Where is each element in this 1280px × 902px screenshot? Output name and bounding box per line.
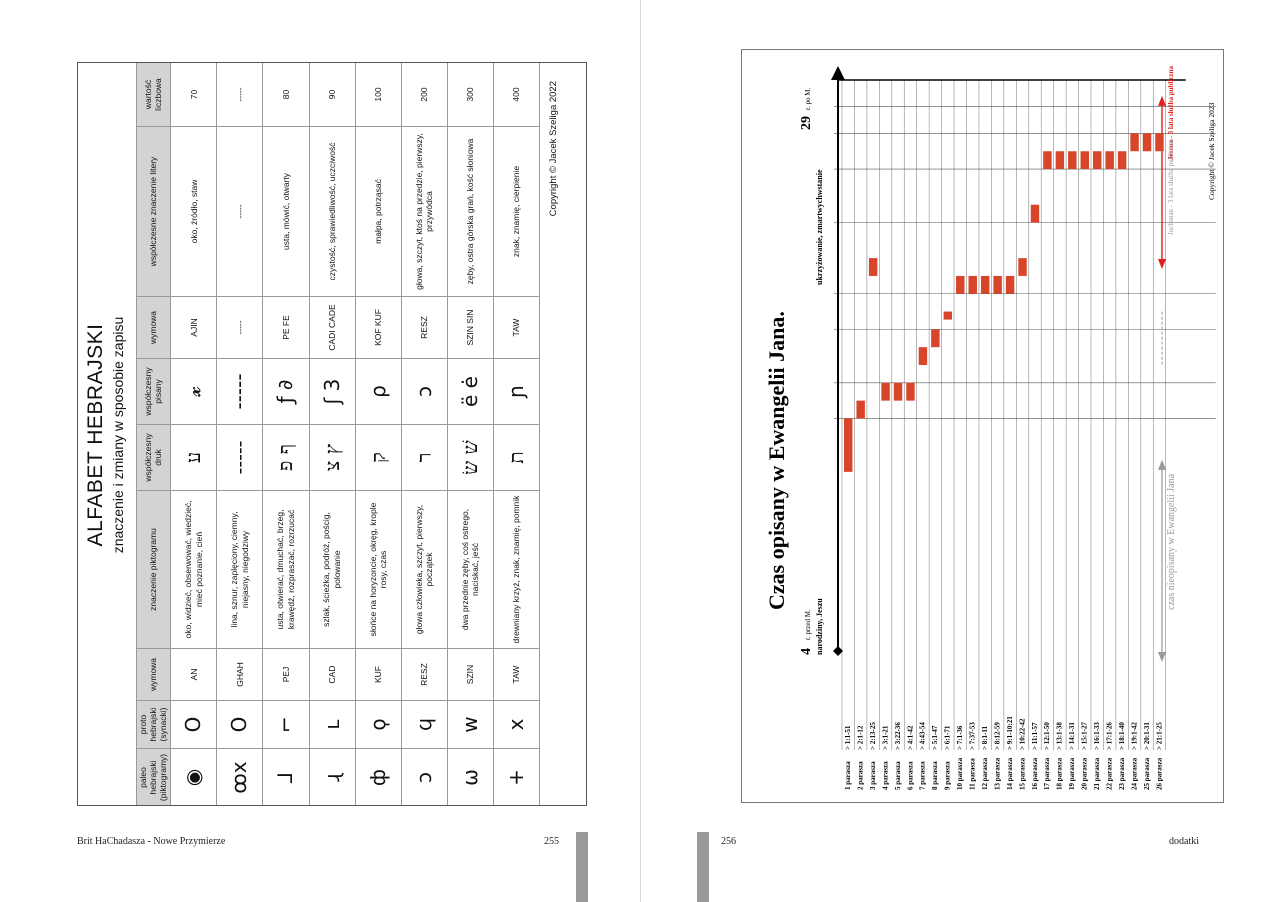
red-arrowhead — [1158, 96, 1166, 106]
timeline-bar — [944, 312, 952, 320]
parasza-range-label: > 3:1-21 — [881, 725, 890, 750]
parasza-range-label: > 7:37-53 — [968, 722, 977, 750]
table-cell-modern: znak, znamię, cierpienie — [493, 127, 539, 297]
parasza-range-label: > 20:1-31 — [1142, 722, 1151, 750]
table-cell-print: ת — [493, 425, 539, 491]
parasza-range-label: > 10:22-42 — [1018, 718, 1027, 750]
table-cell-say1: GHAH — [217, 649, 263, 701]
hebrew-alphabet-table-frame — [77, 62, 587, 806]
parasza-range-label: > 5:1-47 — [931, 725, 940, 750]
table-cell-modern: czystość, sprawiedliwość, uczciwość — [309, 127, 355, 297]
table-cell-proto: ʟ — [309, 701, 355, 749]
table-cell-say1: KUF — [355, 649, 401, 701]
table-cell-paleo: ⅃ — [263, 749, 309, 807]
timeline-bar — [1056, 151, 1064, 169]
end-label: ukrzyżowanie, zmartwychwstanie — [815, 169, 824, 285]
parasza-label: 24 parasza — [1130, 757, 1139, 790]
page-number: 255 — [544, 836, 559, 847]
table-cell-say2: RESZ — [401, 297, 447, 359]
timeline-chart-frame — [741, 49, 1224, 803]
table-cell-print: ק — [355, 425, 401, 491]
parasza-label: 14 parasza — [1005, 757, 1014, 790]
parasza-range-label: > 17:1-26 — [1105, 722, 1114, 750]
timeline-bar — [931, 329, 939, 347]
table-cell-print: שׁ שׂ — [447, 425, 493, 491]
timeline-bar — [894, 383, 902, 401]
untold-time-label: czas nieopisany w Ewangelii Jana — [1166, 473, 1177, 610]
table-cell-proto: O — [171, 701, 217, 749]
table-title: ALFABET HEBRAJSKI — [84, 323, 107, 547]
chart-title: Czas opisany w Ewangelii Jana. — [764, 311, 789, 610]
parasza-range-label: > 2:13-25 — [868, 722, 877, 750]
parasza-label: 25 parasza — [1142, 757, 1151, 790]
table-cell-say2: SZIN SIN — [447, 297, 493, 359]
end-era: r. po M. — [804, 87, 812, 110]
table-header-row — [137, 63, 171, 807]
table-cell-say2: CADI CADE — [309, 297, 355, 359]
timeline-chart — [742, 50, 1225, 804]
timeline-bar — [956, 276, 964, 294]
table-row — [493, 63, 539, 807]
table-cell-say2: KOF KUF — [355, 297, 401, 359]
timeline-bar — [1031, 205, 1039, 223]
timeline-bar — [993, 276, 1001, 294]
parasza-range-label: > 4:1-42 — [906, 725, 915, 750]
table-cell-script: 𝔁 — [171, 359, 217, 425]
parasza-label: 4 parasza — [881, 761, 890, 790]
table-cell-pict: oko, widzieć, obserwować, wiedzieć, mieć poznanie, cień — [171, 491, 217, 649]
parasza-label: 21 parasza — [1093, 757, 1101, 790]
table-cell-proto: ϙ — [355, 701, 401, 749]
timeline-bar — [856, 401, 864, 419]
table-cell-paleo: ↄ — [401, 749, 447, 807]
parasza-range-label: > 2:1-12 — [856, 725, 865, 750]
table-cell-say1: PEJ — [263, 649, 309, 701]
parasza-label: 20 parasza — [1080, 757, 1089, 790]
parasza-range-label: > 8:1-11 — [980, 725, 989, 750]
parasza-label: 2 parasza — [856, 761, 865, 790]
right-page — [641, 0, 1280, 902]
table-header — [78, 63, 136, 806]
page-edge-tab — [697, 832, 709, 902]
timeline-bar — [919, 347, 927, 365]
table-cell-script: ɲ — [493, 359, 539, 425]
table-cell-paleo: ꝏx — [217, 749, 263, 807]
table-cell-modern: usta, mówić, otwarty — [263, 127, 309, 297]
table-cell-pict: usta, otwierać, dmuchać, brzeg, krawędź, rozpraszać, rozrzucać — [263, 491, 309, 649]
table-cell-pict: głowa człowieka, szczyt, pierwszy, początek — [401, 491, 447, 649]
jochanan-service-label: Jochanan - 3 lata służba publiczna — [1167, 139, 1175, 235]
table-cell-print: ----- — [217, 425, 263, 491]
table-cell-value: 400 — [493, 63, 539, 127]
table-cell-script: ʃ 3 — [309, 359, 355, 425]
page-edge-tab — [576, 832, 588, 902]
start-label: narodziny, Jeszu — [815, 598, 824, 655]
chart-copyright: Copyright © Jacek Szeliga 2023 — [1207, 102, 1216, 200]
table-cell-say1: CAD — [309, 649, 355, 701]
timeline-bar — [1130, 133, 1138, 151]
parasza-label: 19 parasza — [1068, 757, 1077, 790]
table-cell-script: ë ė — [447, 359, 493, 425]
table-cell-value: 300 — [447, 63, 493, 127]
table-row — [355, 63, 401, 807]
parasza-range-label: > 13:1-38 — [1055, 722, 1064, 750]
parasza-label: 26 parasza — [1155, 757, 1164, 790]
timeline-bar — [981, 276, 989, 294]
timeline-bar — [1068, 151, 1076, 169]
table-cell-print: ע — [171, 425, 217, 491]
column-header: paleo hebrajski (piktogramy) — [137, 749, 171, 807]
parasza-label: 22 parasza — [1105, 757, 1114, 790]
parasza-label: 3 parasza — [868, 761, 877, 790]
table-row — [217, 63, 263, 807]
start-year: 4 — [799, 648, 814, 655]
table-cell-say2: ----- — [217, 297, 263, 359]
parasza-label: 7 parasza — [918, 761, 927, 790]
jeszua-service-label: Jeszua - 3 lata służba publiczna — [1167, 66, 1175, 160]
start-era: r. przed M. — [804, 609, 812, 640]
timeline-bar — [1118, 151, 1126, 169]
table-cell-say1: RESZ — [401, 649, 447, 701]
timeline-bar — [1043, 151, 1051, 169]
parasza-label: 12 parasza — [980, 757, 989, 790]
parasza-label: 1 parasza — [844, 761, 852, 790]
table-subtitle: znaczenie i zmiany w sposobie zapisu — [110, 316, 126, 554]
parasza-range-label: > 8:12-59 — [993, 722, 1002, 750]
parasza-label: 10 parasza — [956, 757, 965, 790]
table-cell-proto: ⌐ — [263, 701, 309, 749]
hebrew-alphabet-table — [136, 62, 540, 806]
table-row — [401, 63, 447, 807]
table-cell-script: ρ — [355, 359, 401, 425]
table-row — [171, 63, 217, 807]
axis-arrow — [831, 66, 845, 80]
table-cell-print: ר — [401, 425, 447, 491]
timeline-bar — [1093, 151, 1101, 169]
table-cell-say1: SZIN — [447, 649, 493, 701]
table-cell-proto: w — [447, 701, 493, 749]
axis-start-marker — [833, 646, 843, 656]
table-cell-print: ף פ — [263, 425, 309, 491]
table-cell-pict: drewniany krzyż, znak, znamię, pomnik — [493, 491, 539, 649]
table-row — [447, 63, 493, 807]
timeline-bar — [869, 258, 877, 276]
parasza-range-label: > 7:1-36 — [956, 725, 965, 750]
table-cell-say2: TAW — [493, 297, 539, 359]
parasza-label: 13 parasza — [993, 757, 1002, 790]
running-footer-section: dodatki — [1169, 836, 1199, 847]
table-cell-proto: x — [493, 701, 539, 749]
table-cell-paleo: ɻ — [309, 749, 355, 807]
parasza-range-label: > 1:1-51 — [844, 725, 852, 750]
timeline-bar — [1006, 276, 1014, 294]
table-cell-modern: ----- — [217, 127, 263, 297]
table-cell-script: ƒ ∂ — [263, 359, 309, 425]
timeline-bar — [1143, 133, 1151, 151]
page-number: 256 — [721, 836, 736, 847]
table-row — [309, 63, 355, 807]
parasza-range-label: > 6:1-71 — [943, 725, 952, 750]
table-cell-paleo: ◉ — [171, 749, 217, 807]
table-cell-say1: AN — [171, 649, 217, 701]
parasza-label: 23 parasza — [1117, 757, 1126, 790]
parasza-range-label: > 3:22-36 — [893, 722, 902, 750]
column-header: współczesne znaczenie litery — [137, 127, 171, 297]
timeline-bar — [1155, 133, 1163, 151]
parasza-range-label: > 18:1-40 — [1117, 722, 1126, 750]
hebrew-alphabet-rotated-content — [78, 63, 587, 806]
table-cell-value: 80 — [263, 63, 309, 127]
table-cell-paleo: ф — [355, 749, 401, 807]
table-cell-value: 70 — [171, 63, 217, 127]
parasza-range-label: > 9:1-10:21 — [1005, 716, 1014, 750]
table-cell-value: 200 — [401, 63, 447, 127]
table-cell-say2: PE FE — [263, 297, 309, 359]
table-cell-paleo: + — [493, 749, 539, 807]
table-cell-value: 100 — [355, 63, 401, 127]
table-cell-proto: ϥ — [401, 701, 447, 749]
table-cell-script: ----- — [217, 359, 263, 425]
table-cell-value: 90 — [309, 63, 355, 127]
column-header: znaczenie piktogramu — [137, 491, 171, 649]
timeline-bar — [1105, 151, 1113, 169]
timeline-bar — [906, 383, 914, 401]
gray-arrowhead — [1158, 652, 1166, 662]
parasza-range-label: > 11:1-57 — [1030, 722, 1039, 750]
table-cell-modern: oko, źródło, staw — [171, 127, 217, 297]
column-header: wartość liczbowa — [137, 63, 171, 127]
parasza-label: 8 parasza — [931, 761, 940, 790]
red-arrowhead — [1158, 259, 1166, 269]
gray-arrowhead — [1158, 460, 1166, 470]
parasza-range-label: > 15:1-27 — [1080, 722, 1089, 750]
column-header: współczesny pisany — [137, 359, 171, 425]
table-cell-paleo: ω — [447, 749, 493, 807]
table-body — [171, 63, 540, 807]
column-header: wymowa — [137, 649, 171, 701]
table-cell-value: ----- — [217, 63, 263, 127]
table-cell-print: ץ צ — [309, 425, 355, 491]
parasza-label: 6 parasza — [906, 761, 915, 790]
parasza-range-label: > 21:1-25 — [1155, 722, 1164, 750]
parasza-label: 16 parasza — [1030, 757, 1039, 790]
table-cell-pict: szlak, ścieżka, podróż, pościg, polowanie — [309, 491, 355, 649]
table-cell-pict: słońce na horyzoncie, okręg, krople rosy, czas — [355, 491, 401, 649]
table-cell-say1: TAW — [493, 649, 539, 701]
parasza-range-label: > 14:1-31 — [1068, 722, 1077, 750]
table-cell-proto: O — [217, 701, 263, 749]
timeline-bar — [1081, 151, 1089, 169]
parasza-label: 17 parasza — [1043, 757, 1052, 790]
copyright-text: Copyright © Jacek Szeliga 2022 — [548, 81, 559, 217]
table-row — [263, 63, 309, 807]
table-cell-pict: dwa przednie zęby, coś ostrego, naciskać, jeść — [447, 491, 493, 649]
table-cell-pict: lina, sznur, zaplęciony, ciemny, niejasny, niegodziwy — [217, 491, 263, 649]
table-cell-modern: małpa, potrząsać — [355, 127, 401, 297]
parasza-label: 18 parasza — [1055, 757, 1064, 790]
timeline-bar — [969, 276, 977, 294]
column-header: współczesny druk — [137, 425, 171, 491]
parasza-label: 15 parasza — [1018, 757, 1027, 790]
copyright-note — [540, 63, 587, 806]
end-year: 29 — [799, 116, 814, 130]
table-cell-script: ɔ — [401, 359, 447, 425]
parasza-label: 5 parasza — [893, 761, 902, 790]
timeline-bar — [844, 418, 852, 471]
parasza-label: 11 parasza — [968, 758, 977, 790]
table-cell-modern: głowa, szczyt, ktoś na przedzie, pierwszy, przywódca — [401, 127, 447, 297]
parasza-label: 9 parasza — [943, 761, 952, 790]
table-cell-modern: zęby, ostra górska grań, kość słoniowa — [447, 127, 493, 297]
timeline-bar — [881, 383, 889, 401]
parasza-range-label: > 19:1-42 — [1130, 722, 1139, 750]
parasza-range-label: > 16:1-33 — [1093, 722, 1101, 750]
timeline-bar — [1018, 258, 1026, 276]
table-cell-say2: AJIN — [171, 297, 217, 359]
parasza-range-label: > 12:1-50 — [1043, 722, 1052, 750]
parasza-range-label: > 4:43-54 — [918, 722, 927, 750]
running-footer-title: Brit HaChadasza - Nowe Przymierze — [77, 836, 226, 847]
column-header: proto hebrajski (synacki) — [137, 701, 171, 749]
column-header: wymowa — [137, 297, 171, 359]
